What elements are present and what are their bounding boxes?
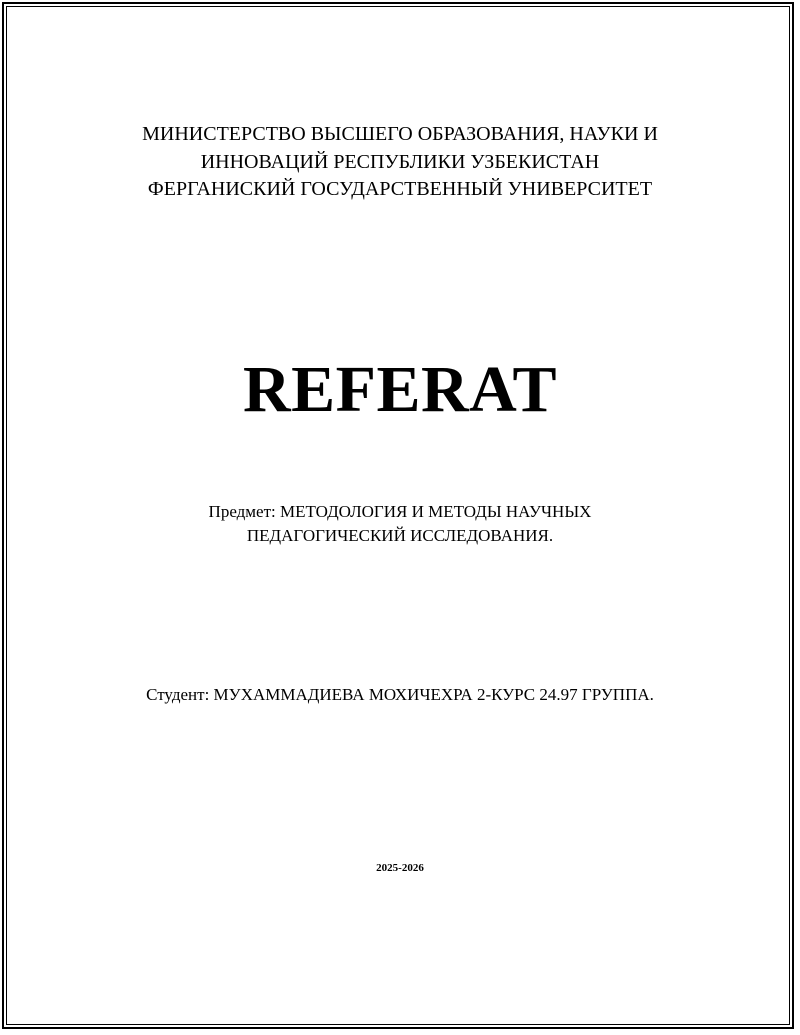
- institution-line-3: ФЕРГАНИСКИЙ ГОСУДАРСТВЕННЫЙ УНИВЕРСИТЕТ: [147, 178, 653, 200]
- subject-line-1: Предмет: МЕТОДОЛОГИЯ И МЕТОДЫ НАУЧНЫХ: [208, 502, 592, 521]
- institution-line-1: МИНИСТЕРСТВО ВЫСШЕГО ОБРАЗОВАНИЯ, НАУКИ И: [142, 123, 658, 145]
- institution-heading: [0, 121, 800, 204]
- institution-line-2: ИННОВАЦИЙ РЕСПУБЛИКИ УЗБЕКИСТАН: [200, 150, 600, 173]
- subject-line-2: ПЕДАГОГИЧЕСКИЙ ИССЛЕДОВАНИЯ.: [246, 526, 554, 545]
- academic-year: 2025-2026: [376, 862, 424, 874]
- student-info: Студент: МУХАММАДИЕВА МОХИЧЕХРА 2-КУРС 24.97 ГРУППА.: [146, 685, 654, 704]
- subject-block: [0, 500, 800, 548]
- document-title: REFERAT: [243, 353, 557, 426]
